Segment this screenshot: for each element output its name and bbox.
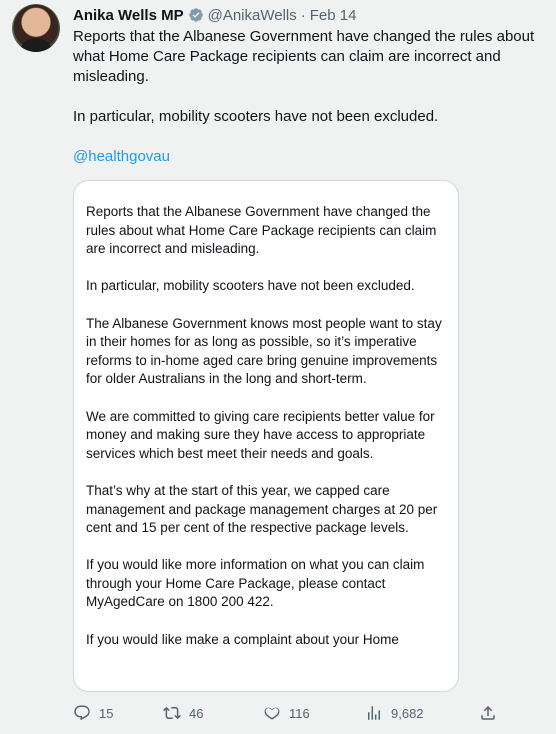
retweet-button[interactable] — [163, 700, 203, 726]
heart-icon — [263, 704, 281, 722]
reply-icon — [73, 704, 91, 722]
mention-link[interactable]: @healthgovau — [73, 148, 170, 165]
tweet-body — [73, 27, 549, 187]
like-count: 116 — [289, 705, 310, 721]
author-name[interactable]: Anika Wells MP — [73, 6, 184, 24]
statement-paragraph: If you would like make a complaint about your Home — [86, 631, 399, 647]
retweet-icon — [163, 704, 181, 722]
statement-paragraph: We are committed to giving care recipients better value for money and making sure they have access to appropriate services which best meet their needs and goals. — [86, 408, 435, 461]
statement-paragraph: The Albanese Government knows most people want to stay in their homes for as long as possible, so it’s imperative reforms to in-home aged care bring genuine improvements for older Australians in the long and short-term. — [86, 315, 442, 387]
like-button[interactable] — [263, 700, 310, 726]
views-button[interactable] — [365, 700, 424, 726]
tweet-paragraph: Reports that the Albanese Government have changed the rules about what Home Care Package recipients can claim are incorrect and misleading. — [73, 28, 535, 85]
reply-count: 15 — [99, 705, 114, 721]
views-chart-icon — [365, 704, 383, 722]
retweet-count: 46 — [189, 705, 204, 721]
reply-button[interactable] — [73, 700, 113, 726]
statement-paragraph: Reports that the Albanese Government have changed the rules about what Home Care Package recipients can claim are incorrect and misleading. — [86, 204, 437, 257]
views-count: 9,682 — [391, 705, 424, 721]
share-icon — [479, 704, 497, 722]
avatar-shoulders — [21, 38, 51, 52]
statement-paragraph: In particular, mobility scooters have not been excluded. — [86, 278, 415, 294]
verified-badge-icon — [188, 7, 204, 23]
separator-dot: · — [300, 6, 306, 24]
statement-paragraph: If you would like more information on what you can claim through your Home Care Package, please contact MyAgedCare on 1800 200 422. — [86, 557, 425, 610]
statement-paragraph: That’s why at the start of this year, we capped care management and package management charges at 20 per cent and 15 per cent of the respective package levels. — [86, 482, 438, 536]
share-button[interactable] — [479, 700, 497, 726]
tweet-actions — [73, 700, 503, 726]
avatar[interactable] — [12, 4, 60, 52]
tweet-paragraph: In particular, mobility scooters have not been excluded. — [73, 108, 439, 125]
tweet-header — [73, 5, 356, 25]
statement-text — [86, 203, 450, 668]
tweet-date[interactable]: Feb 14 — [309, 6, 357, 24]
author-handle[interactable]: @AnikaWells — [207, 6, 297, 24]
attached-statement-image[interactable] — [73, 180, 459, 692]
